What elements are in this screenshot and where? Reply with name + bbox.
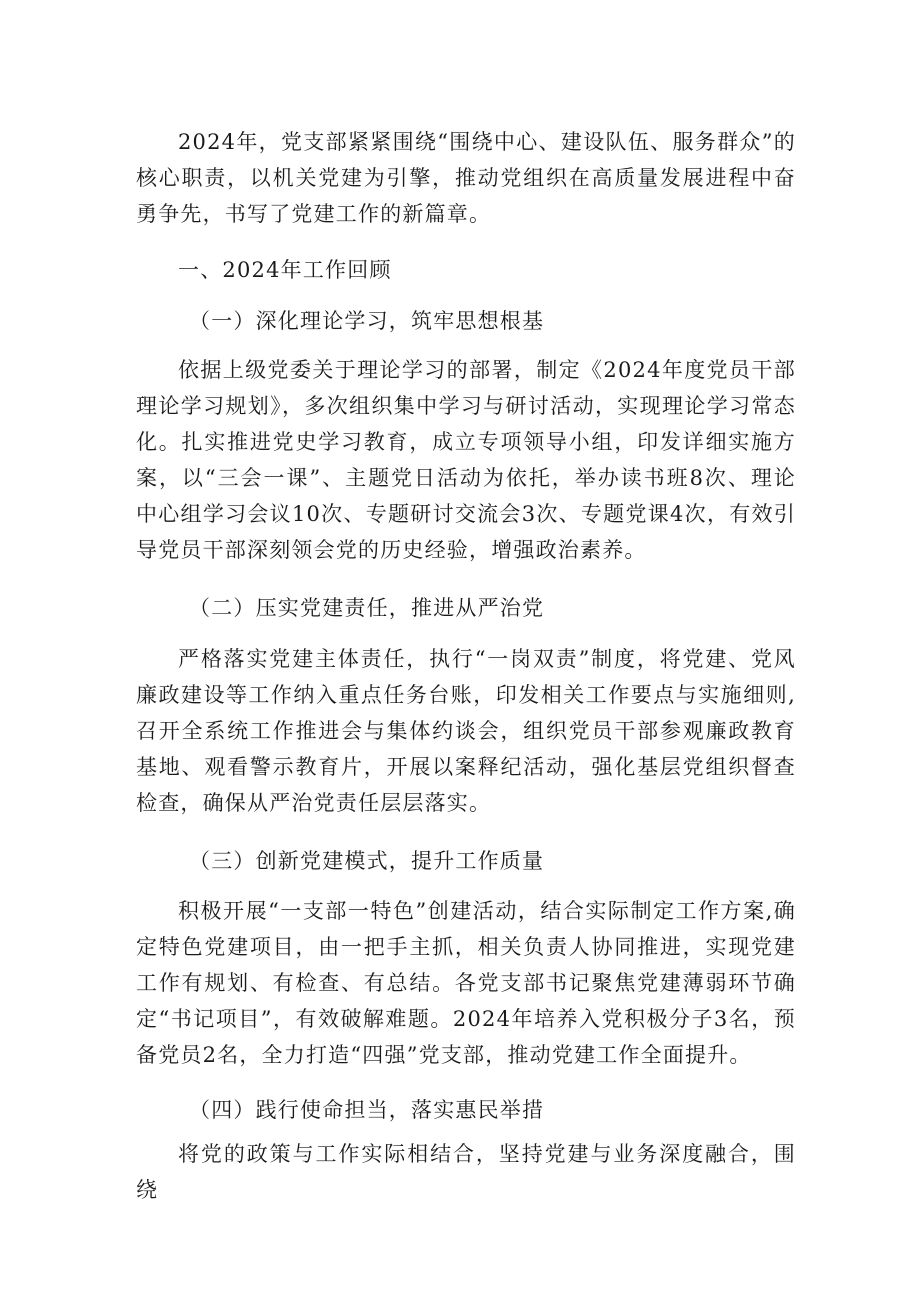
subsection-body-2: 严格落实党建主体责任，执行“一岗双责”制度，将党建、党风廉政建设等工作纳入重点任务台账，印发相关工作要点与实施细则,召开全系统工作推进会与集体约谈会，组织党员干部参观廉政教育基地、观看警示教育片，开展以案释纪活动，强化基层党组织督查检查，确保从严治党责任层层落实。 [136, 647, 796, 815]
subsection-heading-2: （二）压实党建责任，推进从严治党 [189, 596, 545, 620]
subsection-heading-3: （三）创新党建模式，提升工作质量 [189, 849, 545, 873]
section-heading-review: 一、2024年工作回顾 [178, 258, 392, 282]
subsection-body-4: 将党的政策与工作实际相结合，坚持党建与业务深度融合，围绕 [136, 1142, 796, 1202]
intro-paragraph: 2024年，党支部紧紧围绕“围绕中心、建设队伍、服务群众”的核心职责，以机关党建为引擎，推动党组织在高质量发展进程中奋勇争先，书写了党建工作的新篇章。 [136, 130, 796, 226]
subsection-body-1: 依据上级党委关于理论学习的部署，制定《2024年度党员干部理论学习规划》，多次组织集中学习与研讨活动，实现理论学习常态化。扎实推进党史学习教育，成立专项领导小组，印发详细实施方案，以“三会一课”、主题党日活动为依托，举办读书班8次、理论中心组学习会议10次、专题研讨交流会3次、专题党课4次，有效引导党员干部深刻领会党的历史经验，增强政治素养。 [136, 358, 796, 562]
subsection-heading-4: （四）践行使命担当，落实惠民举措 [189, 1098, 545, 1122]
subsection-heading-1: （一）深化理论学习，筑牢思想根基 [189, 309, 545, 333]
subsection-body-3: 积极开展“一支部一特色”创建活动，结合实际制定工作方案,确定特色党建项目，由一把手主抓，相关负责人协同推进，实现党建工作有规划、有检查、有总结。各党支部书记聚焦党建薄弱环节确定“书记项目”，有效破解难题。2024年培养入党积极分子3名，预备党员2名，全力打造“四强”党支部，推动党建工作全面提升。 [136, 899, 796, 1067]
